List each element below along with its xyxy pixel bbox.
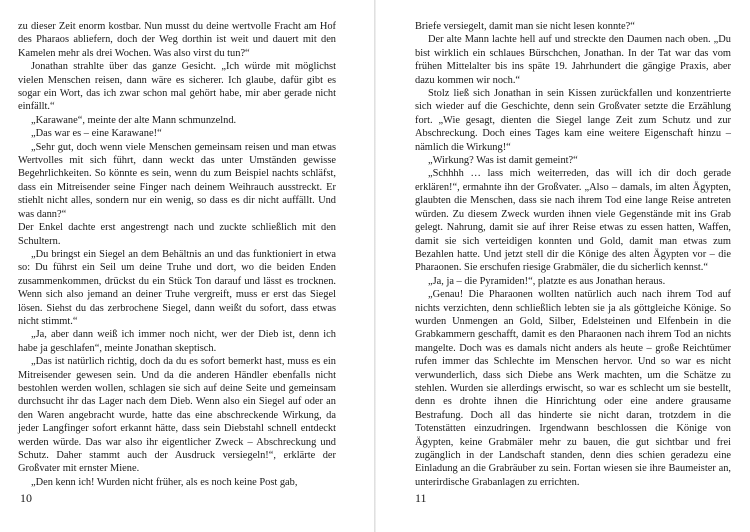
left-page bbox=[0, 0, 374, 532]
paragraph: „Das ist natürlich richtig, doch da du es sofort bemerkt hast, muss es ein Mitreisender gewesen sein. Und da die anderen Händler ebenfalls nicht bestohlen werden wollen, schlagen sie sich auf deine Seite und gemeinsam durchsucht ihr das Lager nach dem Dieb. Wenn also ein Siegel auf oder an den Waren angebracht wurde, hatte das eine abschreckende Wirkung, da jeder Langfinger sofort erkannt hätte, dass sein Diebstahl schnell entdeckt werden würde. Das war also ihr eigentlicher Zweck – Abschreckung und Schutz. Daher stammt auch der Ausdruck versiegeln!“, erklärte der Großvater mit ernster Miene. bbox=[18, 356, 336, 475]
right-page-number: 11 bbox=[415, 491, 427, 505]
paragraph: „Du bringst ein Siegel an dem Behältnis an und das funktioniert in etwa so: Du führst ein Seil um deine Truhe und dort, wo die beiden Enden zusammenkommen, drückst du ein Stück Ton darauf und lässt es trocknen. Wenn sich also jemand an deiner Truhe vergreift, muss er erst das Siegel lösen. Siehst du das zerbrochene Siegel, dann weißt du sofort, dass etwas nicht stimmt.“ bbox=[18, 248, 336, 327]
paragraph: „Ja, aber dann weiß ich immer noch nicht, wer der Dieb ist, denn ich habe ja geschlafen“, meinte Jonathan skeptisch. bbox=[18, 329, 336, 354]
paragraph: „Sehr gut, doch wenn viele Menschen gemeinsam reisen und man etwas Wertvolles mit sich führt, dann weckt das unter Umständen gewisse Begehrlichkeiten. So könnte es sein, wenn du zum Beispiel nachts schläfst, dass ein Mitreisender seine Finger nach deinem Weihrauch ausstreckt. Er stiehlt nicht alles, sondern nur ein wenig, so dass es dir nicht auffällt. Und was dann?“ bbox=[18, 141, 336, 220]
paragraph: zu dieser Zeit enorm kostbar. Nun musst du deine wertvolle Fracht am Hof des Pharaos abliefern, doch der Weg dorthin ist weit und dauert mit den Kamelen mehr als drei Wochen. Was also virst du tun?“ bbox=[18, 21, 336, 59]
paragraph: Stolz ließ sich Jonathan in sein Kissen zurückfallen und konzentrierte sich wieder auf die Geschichte, denn sein Großvater setzte die Erzählung fort. „Wie gesagt, dienten die Siegel lange Zeit zum Schutz und zur Abschreckung. Doch eines Tages kam eine weitere Eigenschaft hinzu – nämlich die Wirkung!“ bbox=[415, 88, 731, 153]
left-page-number: 10 bbox=[20, 491, 32, 505]
paragraph: „Den kenn ich! Wurden nicht früher, als es noch keine Post gab, bbox=[31, 476, 298, 488]
right-page bbox=[376, 0, 750, 532]
paragraph: Briefe versiegelt, damit man sie nicht lesen konnte?“ bbox=[415, 21, 635, 32]
paragraph: „Wirkung? Was ist damit gemeint?“ bbox=[428, 155, 578, 167]
paragraph: „Genau! Die Pharaonen wollten natürlich auch nach ihrem Tod auf nichts verzichten, denn schließlich lebten sie ja als göttgleiche Könige. So wurden Unmengen an Gold, Silber, Edelsteinen und Elfenbein in die Grabkammern geschafft, damit es den Pharaonen nach ihrem Tod an nichts mangelte. Doch was es damals nicht anders als heute – große Reichtümer rufen immer das Schlechte im Menschen hervor. Und so war es nicht verwunderlich, dass sich Diebe ans Werk machten, um die Schätze zu stehlen. Wurden sie allerdings erwischt, so war es schlecht um sie bestellt, denn es drohte ihnen die Hinrichtung oder eine andere grausame Bestrafung. Doch all das hinderte sie nicht daran, trotzdem in die Totenstätten einzudringen. Irgendwann beschlossen die Könige von Ägypten, keine Grabmäler mehr zu bauen, die gut sichtbar und frei zugänglich in der Landschaft standen, denn dies schien geradezu eine Einladung an die Grabräuber zu sein. Fortan wiesen sie ihre Baumeister an, unterirdische Grabanlagen zu errichten. bbox=[415, 289, 731, 488]
paragraph: „Karawane“, meinte der alte Mann schmunzelnd. bbox=[31, 114, 237, 126]
paragraph: Der alte Mann lachte hell auf und streckte den Daumen nach oben. „Du bist wirklich ein schlaues Bürschchen, Jonathan. In der Tat war das vom frühen Mittelalter bis ins späte 19. Jahrhundert die gängige Praxis, aber dazu kommen wir noch.“ bbox=[415, 34, 731, 86]
paragraph: Jonathan strahlte über das ganze Gesicht. „Ich würde mit möglichst vielen Menschen reisen, dann wäre es sicherer. Ich glaube, dafür gibt es sogar ein Wort, das ich zwar schon mal gehört habe, mir aber gerade nicht einfällt.“ bbox=[18, 61, 336, 113]
paragraph: „Das war es – eine Karawane!“ bbox=[31, 128, 162, 140]
paragraph: „Ja, ja – die Pyramiden!“, platzte es aus Jonathan heraus. bbox=[428, 275, 666, 287]
paragraph: „Schhhh … lass mich weiterreden, das will ich dir doch gerade erklären!“, ermahnte ihn der Großvater. „Also – damals, im alten Ägypten, glaubten die Menschen, dass sie nach ihrem Tod eine lange Reise antreten würden. Zu diesem Zweck wurden ihnen viele Gegenstände mit ins Grab gelegt. Nahrung, damit sie auf ihrer Reise etwas zu essen hatten, Waffen, damit sie sich verteidigen konnten und Gold, damit man etwas zum Bezahlen hatte. Und jetzt stell dir die Könige des alten Ägypten vor – die Pharaonen. Sie erschufen riesige Grabmäler, die du sicherlich kennst.“ bbox=[415, 168, 731, 274]
paragraph: Der Enkel dachte erst angestrengt nach und zuckte schließlich mit den Schultern. bbox=[18, 222, 336, 247]
right-page-body bbox=[415, 20, 731, 489]
left-page-body bbox=[18, 20, 336, 489]
